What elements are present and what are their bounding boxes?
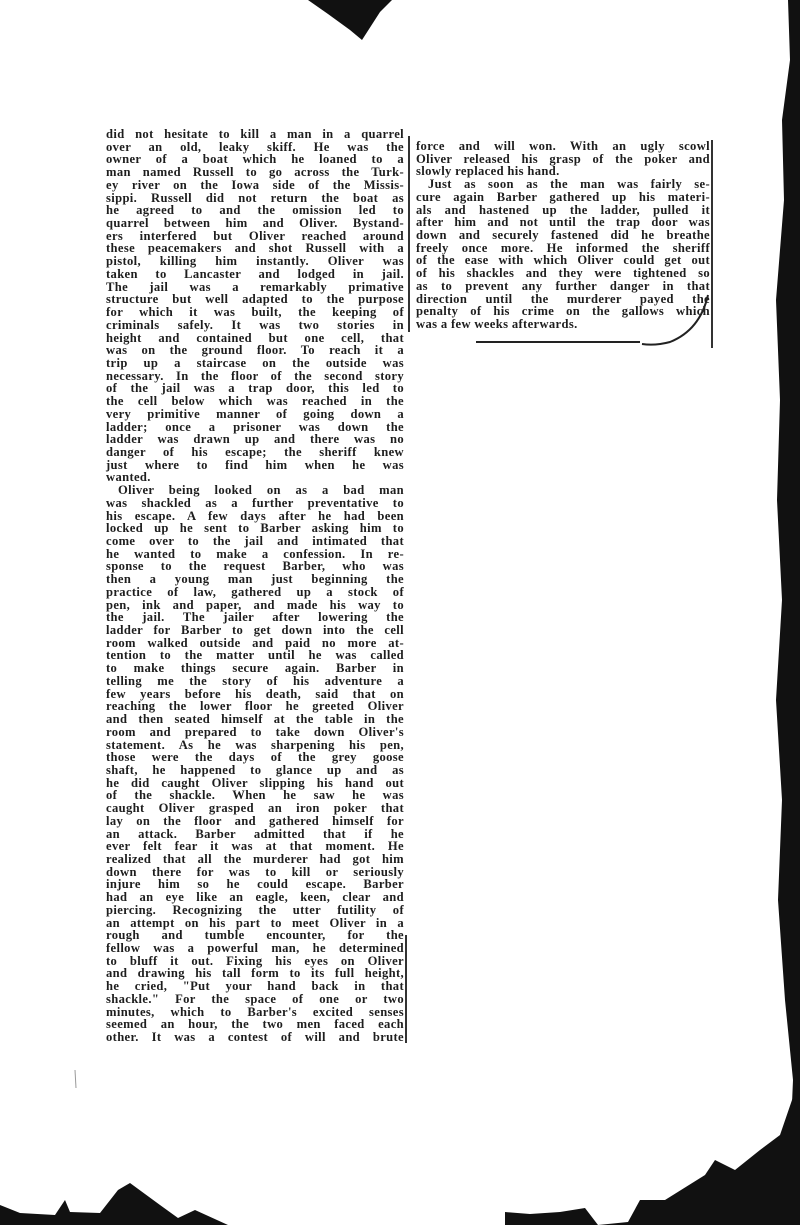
text-line: shaft, he happened to glance up and as: [106, 762, 404, 777]
text-line: shackle." For the space of one or two: [106, 991, 404, 1006]
text-line: of the shackle. When he saw he was: [106, 788, 404, 803]
text-line: of the ease with which Oliver could get out: [416, 253, 710, 268]
text-line: over an old, leaky skiff. He was the: [106, 139, 404, 154]
text-line: practice of law, gathered up a stock of: [106, 584, 404, 599]
text-line: ever felt fear it was at that moment. He: [106, 839, 404, 854]
text-line: an attempt on his part to meet Oliver in a: [106, 915, 404, 930]
right-torn-edge: [776, 0, 800, 1225]
text-line: these peacemakers and shot Russell with a: [106, 241, 404, 256]
text-line: wanted.: [106, 470, 151, 485]
text-line: ladder was drawn up and there was no: [106, 432, 404, 447]
text-line: very primitive manner of going down a: [106, 406, 404, 421]
bottom-left-torn-edge: [0, 1183, 228, 1225]
text-line: of the jail was a trap door, this led to: [106, 381, 404, 396]
text-line: he agreed to and the omission led to: [106, 203, 404, 218]
curved-scan-artifact: [630, 290, 710, 350]
text-line: seemed an hour, the two men faced each: [106, 1017, 404, 1032]
text-line: and drawing his tall form to its full height,: [106, 966, 404, 981]
text-line: structure but well adapted to the purpose: [106, 292, 404, 307]
article-end-rule: [476, 341, 640, 343]
article-left-column: [106, 128, 404, 1044]
text-line: he did caught Oliver slipping his hand out: [106, 775, 404, 790]
text-line: room walked outside and paid no more at-: [106, 635, 404, 650]
bottom-left-mark: [75, 1070, 76, 1088]
text-line: taken to Lancaster and lodged in jail.: [106, 266, 404, 281]
text-line: just where to find him when he was: [106, 457, 404, 472]
text-line: down there for was to kill or seriously: [106, 864, 404, 879]
right-column-border: [711, 140, 713, 348]
text-line: trip up a staircase on the outside was: [106, 355, 404, 370]
text-line: he wanted to make a confession. In re-: [106, 546, 404, 561]
text-line: sippi. Russell did not return the boat as: [106, 190, 404, 205]
text-line: Just as soon as the man was fairly se-: [428, 177, 710, 192]
text-line: was a few weeks afterwards.: [416, 317, 578, 332]
text-line: pen, ink and paper, and made his way to: [106, 597, 404, 612]
text-line: piercing. Recognizing the utter futility of: [106, 902, 404, 917]
text-line: an attack. Barber admitted that if he: [106, 826, 404, 841]
text-line: slowly replaced his hand.: [416, 164, 560, 179]
text-line: ladder; once a prisoner was down the: [106, 419, 404, 434]
text-line: and then seated himself at the table in the: [106, 712, 404, 727]
text-line: pistol, killing him instantly. Oliver was: [106, 254, 404, 269]
text-line: come over to the jail and intimated that: [106, 534, 404, 548]
text-line: for which it was built, the keeping of: [106, 305, 404, 320]
text-line: injure him so he could escape. Barber: [106, 877, 404, 892]
text-line: lay on the floor and gathered himself for: [106, 813, 404, 828]
text-line: als and hastened up the ladder, pulled it: [416, 202, 710, 217]
text-line: those were the days of the grey goose: [106, 750, 404, 765]
text-line: was shackled as a further preventative to: [106, 495, 404, 510]
text-line: ey river on the Iowa side of the Missis-: [106, 177, 404, 192]
text-line: did not hesitate to kill a man in a quarrel: [106, 127, 404, 141]
column-divider: [408, 136, 410, 332]
text-line: penalty of his crime on the gallows which: [416, 304, 710, 319]
text-line: statement. As he was sharpening his pen,: [106, 737, 404, 752]
text-line: room and prepared to take down Oliver's: [106, 724, 404, 739]
text-line: Oliver released his grasp of the poker and: [416, 151, 710, 166]
text-line: rough and tumble encounter, for the: [106, 928, 404, 943]
text-line: man named Russell to go across the Turk-: [106, 165, 404, 180]
text-line: telling me the story of his adventure a: [106, 673, 404, 688]
text-line: was on the ground floor. To reach it a: [106, 343, 404, 358]
text-line: to make things secure again. Barber in: [106, 661, 404, 676]
text-line: height and contained but one cell, that: [106, 330, 404, 345]
text-line: the jail. The jailer after lowering the: [106, 610, 404, 625]
text-line: cure again Barber gathered up his materi-: [416, 189, 710, 204]
text-line: tention to the matter until he was called: [106, 648, 404, 663]
text-line: realized that all the murderer had got him: [106, 851, 404, 866]
text-line: the cell below which was reached in the: [106, 394, 404, 409]
text-line: sponse to the request Barber, who was: [106, 559, 404, 574]
text-line: fellow was a powerful man, he determined: [106, 941, 404, 955]
text-line: then a young man just beginning the: [106, 572, 404, 587]
text-line: ers interfered but Oliver reached around: [106, 228, 404, 243]
text-line: he cried, "Put your hand back in that: [106, 979, 404, 994]
text-line: minutes, which to Barber's excited senses: [106, 1004, 404, 1019]
text-line: of his shackles and they were tightened so: [416, 266, 710, 281]
text-line: caught Oliver grasped an iron poker that: [106, 801, 404, 816]
text-line: few years before his death, said that on: [106, 686, 404, 701]
text-line: Oliver being looked on as a bad man: [118, 483, 404, 498]
text-line: had an eye like an eagle, keen, clear and: [106, 890, 404, 905]
text-line: The jail was a remarkably primative: [106, 279, 404, 294]
text-line: necessary. In the floor of the second story: [106, 368, 404, 383]
text-line: danger of his escape; the sheriff knew: [106, 444, 404, 459]
left-column-border: [405, 935, 407, 1043]
text-line: owner of a boat which he loaned to a: [106, 152, 404, 167]
text-line: reaching the lower floor he greeted Oliver: [106, 699, 404, 714]
text-line: locked up he sent to Barber asking him to: [106, 521, 404, 536]
bottom-right-torn-edge: [505, 1080, 800, 1225]
text-line: after him and not until the trap door was: [416, 215, 710, 230]
text-line: criminals safely. It was two stories in: [106, 317, 404, 332]
text-line: his escape. A few days after he had been: [106, 508, 404, 523]
text-line: direction until the murderer payed the: [416, 291, 710, 306]
text-line: ladder for Barber to get down into the cell: [106, 623, 404, 638]
top-torn-edge: [308, 0, 392, 40]
text-line: force and will won. With an ugly scowl: [416, 139, 710, 153]
text-line: other. It was a contest of will and brute: [106, 1030, 404, 1045]
text-line: to bluff it out. Fixing his eyes on Oliver: [106, 953, 404, 968]
text-line: quarrel between him and Oliver. Bystand-: [106, 216, 404, 231]
text-line: as to prevent any further danger in that: [416, 278, 710, 293]
text-line: down and securely fastened did he breathe: [416, 228, 710, 243]
text-line: freely once more. He informed the sheriff: [416, 240, 710, 255]
